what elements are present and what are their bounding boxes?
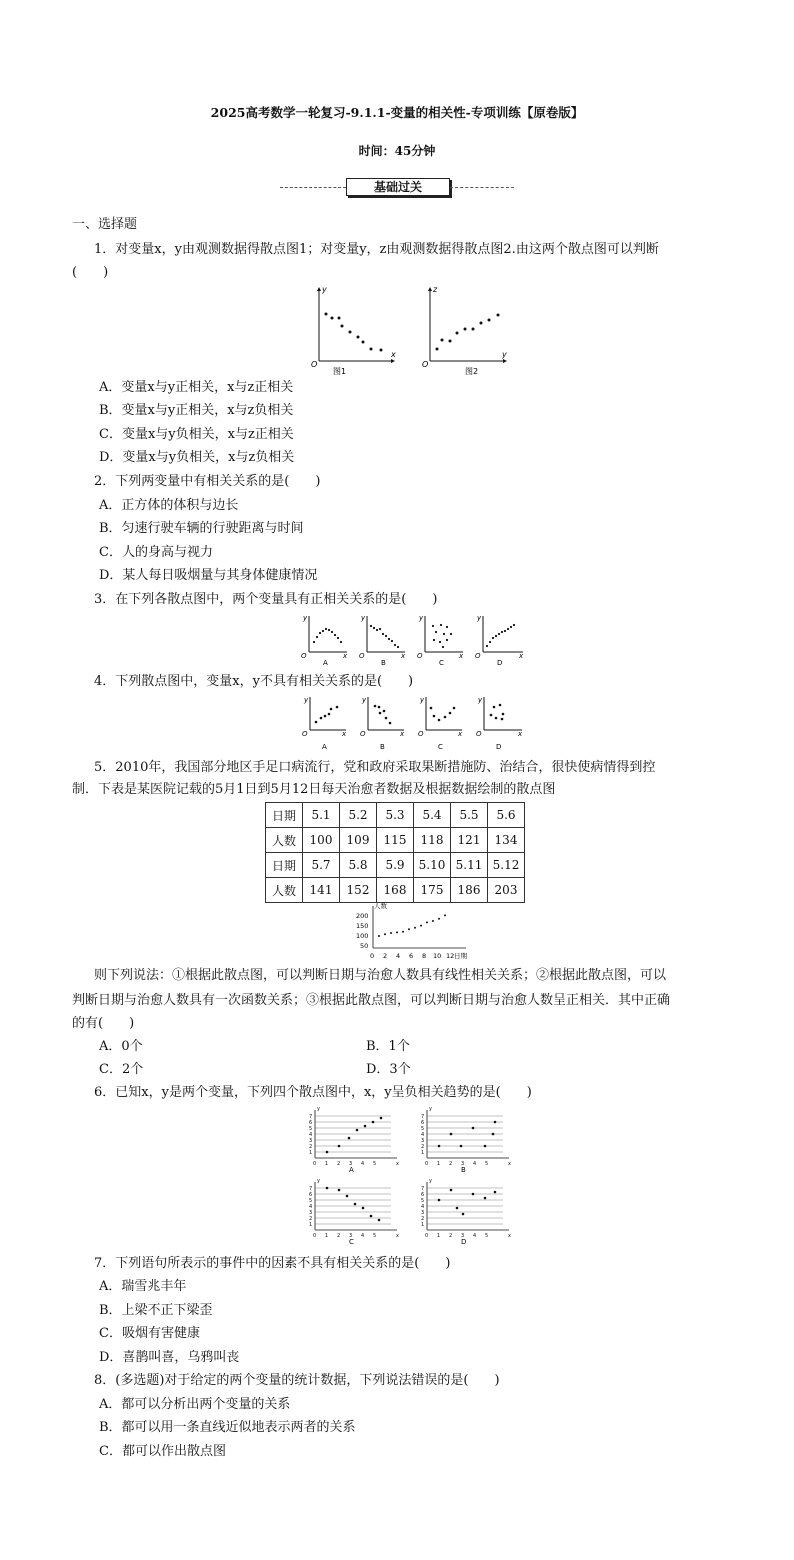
banner-right-rule bbox=[450, 187, 514, 188]
svg-text:x: x bbox=[458, 730, 463, 738]
table-row: 人数 141 152 168 175 186 203 bbox=[266, 878, 525, 903]
q6-figures bbox=[305, 1106, 521, 1252]
q6-label-a: A bbox=[349, 1166, 354, 1174]
svg-text:100: 100 bbox=[356, 932, 369, 940]
svg-text:12: 12 bbox=[446, 952, 455, 960]
q8-stem: 8．(多选题)对于给定的两个变量的统计数据，下列说法错误的是( ) bbox=[94, 1373, 500, 1388]
svg-text:y: y bbox=[361, 614, 366, 622]
q2-option-a[interactable]: A．正方体的体积与边长 bbox=[99, 498, 239, 513]
svg-text:y: y bbox=[478, 696, 483, 704]
q8-option-c[interactable]: C．都可以作出散点图 bbox=[99, 1444, 226, 1459]
q6-plot-a bbox=[309, 1106, 399, 1174]
q5-stem-line2: 制．下表是某医院记载的5月1日到5月12日每天治愈者数据及根据数据绘制的散点图 bbox=[72, 782, 556, 797]
q5-option-b[interactable]: B．1个 bbox=[366, 1039, 410, 1054]
q2-option-d[interactable]: D．某人每日吸烟量与其身体健康情况 bbox=[99, 568, 318, 583]
q1-option-d[interactable]: D．变量x与y负相关，x与z负相关 bbox=[99, 450, 295, 465]
q3-label-b: B bbox=[381, 659, 386, 667]
svg-text:8: 8 bbox=[422, 952, 427, 960]
fig2-x-label: y bbox=[502, 350, 507, 359]
q7-stem: 7．下列语句所表示的事件中的因素不具有相关关系的是( ) bbox=[94, 1256, 451, 1271]
svg-text:O: O bbox=[359, 652, 365, 660]
q5-statements-line2: 判断日期与治愈人数具有一次函数关系；③根据此散点图，可以判断日期与治愈人数呈正相关．其中正确 bbox=[72, 993, 671, 1008]
fig1-caption: 图1 bbox=[333, 367, 347, 375]
q3-label-a: A bbox=[323, 659, 328, 667]
svg-text:x: x bbox=[342, 730, 347, 738]
svg-text:10: 10 bbox=[433, 952, 442, 960]
q4-plot-b bbox=[360, 696, 405, 751]
q6-label-b: B bbox=[461, 1166, 466, 1174]
q2-stem: 2．下列两变量中有相关关系的是( ) bbox=[94, 474, 321, 489]
svg-text:x: x bbox=[401, 652, 406, 660]
q7-option-d[interactable]: D．喜鹊叫喜，乌鸦叫丧 bbox=[99, 1350, 240, 1365]
svg-text:O: O bbox=[301, 652, 307, 660]
q6-plot-b bbox=[421, 1106, 511, 1174]
q1-figure-1 bbox=[311, 285, 396, 375]
q8-option-b[interactable]: B．都可以用一条直线近似地表示两者的关系 bbox=[99, 1420, 356, 1435]
svg-text:x: x bbox=[459, 652, 464, 660]
q1-figure-2 bbox=[422, 285, 507, 375]
q4-label-b: B bbox=[380, 743, 385, 751]
fig2-origin: O bbox=[422, 360, 429, 369]
q3-plot-b bbox=[359, 614, 406, 667]
q6-plot-c bbox=[309, 1178, 399, 1246]
q1-stem-bracket: ( ) bbox=[72, 265, 109, 280]
svg-text:O: O bbox=[476, 730, 482, 738]
q5-statements-line1: 则下列说法：①根据此散点图，可以判断日期与治愈人数具有线性相关关系；②根据此散点图，可以 bbox=[94, 968, 667, 983]
table-row: 日期 5.7 5.8 5.9 5.10 5.11 5.12 bbox=[266, 853, 525, 878]
q2-option-c[interactable]: C．人的身高与视力 bbox=[99, 545, 213, 560]
banner-label: 基础过关 bbox=[346, 178, 450, 196]
q5-option-c[interactable]: C．2个 bbox=[99, 1062, 144, 1077]
q1-option-c[interactable]: C．变量x与y负相关，x与z正相关 bbox=[99, 427, 294, 442]
q4-figures bbox=[300, 694, 532, 752]
svg-text:O: O bbox=[475, 652, 481, 660]
q6-label-d: D bbox=[461, 1238, 467, 1246]
q8-option-a[interactable]: A．都可以分析出两个变量的关系 bbox=[99, 1397, 291, 1412]
q3-stem: 3．在下列各散点图中，两个变量具有正相关关系的是( ) bbox=[94, 592, 438, 607]
q5-chart-ylabel: 人数 bbox=[374, 902, 387, 910]
q3-plot-d bbox=[475, 614, 524, 667]
table-row: 日期 5.1 5.2 5.3 5.4 5.5 5.6 bbox=[266, 803, 525, 828]
svg-text:O: O bbox=[417, 652, 423, 660]
fig1-x-label: x bbox=[391, 350, 396, 359]
svg-text:y: y bbox=[362, 696, 367, 704]
q7-option-c[interactable]: C．吸烟有害健康 bbox=[99, 1326, 200, 1341]
svg-text:O: O bbox=[418, 730, 424, 738]
q5-stem-line1: 5．2010年，我国部分地区手足口病流行，党和政府采取果断措施防、治结合，很快使病情得到控 bbox=[94, 760, 656, 775]
q6-plot-d bbox=[421, 1178, 511, 1246]
svg-text:0: 0 bbox=[370, 952, 375, 960]
q4-label-d: D bbox=[496, 743, 502, 751]
time-limit: 时间：45分钟 bbox=[358, 144, 436, 158]
svg-text:200: 200 bbox=[356, 912, 369, 920]
q3-plot-c bbox=[417, 614, 464, 667]
fig2-points bbox=[436, 314, 500, 351]
q4-label-a: A bbox=[322, 743, 327, 751]
svg-text:x: x bbox=[343, 652, 348, 660]
q4-stem: 4．下列散点图中，变量x，y不具有相关关系的是( ) bbox=[94, 674, 414, 689]
q7-option-b[interactable]: B．上梁不正下梁歪 bbox=[99, 1303, 213, 1318]
q2-option-b[interactable]: B．匀速行驶车辆的行驶距离与时间 bbox=[99, 521, 304, 536]
svg-text:O: O bbox=[360, 730, 366, 738]
svg-text:y: y bbox=[420, 696, 425, 704]
section-heading: 一、选择题 bbox=[72, 217, 138, 232]
banner-left-rule bbox=[280, 187, 346, 188]
q3-label-d: D bbox=[497, 659, 503, 667]
q1-option-a[interactable]: A．变量x与y正相关，x与z正相关 bbox=[99, 380, 294, 395]
svg-text:50: 50 bbox=[360, 942, 369, 950]
q4-label-c: C bbox=[438, 743, 443, 751]
svg-text:x: x bbox=[400, 730, 405, 738]
fig1-y-label: y bbox=[322, 285, 327, 294]
svg-text:y: y bbox=[303, 614, 308, 622]
svg-text:2: 2 bbox=[383, 952, 388, 960]
q5-option-d[interactable]: D．3个 bbox=[366, 1062, 411, 1077]
q1-figures bbox=[305, 283, 525, 375]
q4-plot-c bbox=[418, 696, 463, 751]
fig2-z-label: z bbox=[433, 285, 438, 294]
q5-statements-line3: 的有( ) bbox=[72, 1016, 135, 1031]
svg-text:y: y bbox=[477, 614, 482, 622]
q5-chart-points bbox=[378, 914, 446, 937]
svg-text:x: x bbox=[518, 730, 523, 738]
page-title: 2025高考数学一轮复习-9.1.1-变量的相关性-专项训练【原卷版】 bbox=[210, 105, 584, 120]
q7-option-a[interactable]: A．瑞雪兆丰年 bbox=[99, 1279, 187, 1294]
q3-figures bbox=[297, 612, 527, 668]
fig1-origin: O bbox=[311, 360, 318, 369]
svg-text:4: 4 bbox=[396, 952, 401, 960]
q6-stem: 6．已知x，y是两个变量，下列四个散点图中，x，y呈负相关趋势的是( ) bbox=[94, 1085, 532, 1100]
svg-text:6: 6 bbox=[409, 952, 414, 960]
q6-label-c: C bbox=[349, 1238, 354, 1246]
fig1-points bbox=[325, 313, 383, 352]
table-row: 人数 100 109 115 118 121 134 bbox=[266, 828, 525, 853]
q3-plot-a bbox=[301, 614, 348, 667]
svg-text:x: x bbox=[519, 652, 524, 660]
fig2-caption: 图2 bbox=[465, 367, 479, 375]
q4-plot-d bbox=[476, 696, 523, 751]
q5-scatter-chart bbox=[338, 902, 478, 962]
svg-text:O: O bbox=[302, 730, 308, 738]
q5-chart-xlabel: 日期 bbox=[454, 952, 467, 960]
svg-text:y: y bbox=[419, 614, 424, 622]
svg-text:150: 150 bbox=[356, 922, 369, 930]
q5-option-a[interactable]: A．0个 bbox=[99, 1039, 143, 1054]
q4-plot-a bbox=[302, 696, 347, 751]
q5-data-table bbox=[265, 802, 525, 903]
svg-text:y: y bbox=[304, 696, 309, 704]
q1-option-b[interactable]: B．变量x与y正相关，x与z负相关 bbox=[99, 403, 294, 418]
q3-label-c: C bbox=[439, 659, 444, 667]
section-banner bbox=[280, 178, 514, 196]
q1-stem: 1．对变量x，y由观测数据得散点图1；对变量y，z由观测数据得散点图2.由这两个散点图可以判断 bbox=[94, 242, 659, 257]
